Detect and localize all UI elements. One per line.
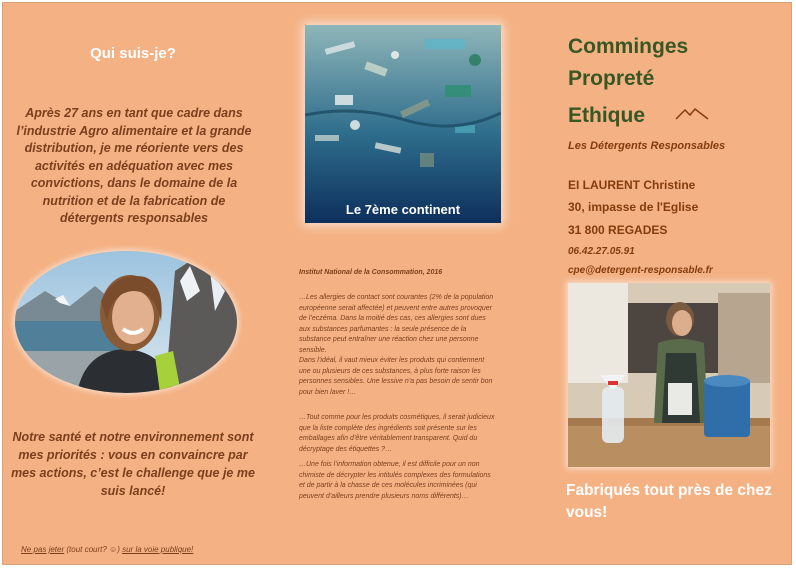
mountain-icon	[675, 107, 709, 121]
ocean-plastic-photo	[305, 25, 501, 223]
article-paragraph-1: …Les allergies de contact sont courantes (2% de la population européenne serait affectée) et peuvent entre autres provoquer de l’eczéma. Dans la moitié des cas, ces allergies sont dues aux substances parfumantes : la seule présence de la substance peut entraîner une réaction chez une personne sensible.	[299, 294, 494, 354]
footer-part1: Ne pas jeter	[21, 545, 65, 554]
brand-line-1: Comminges	[568, 35, 689, 58]
article-paragraph-4: …Une fois l’information obtenue, il est difficile pour un non chimiste de décrypter les intitulés complexes des formulations et de partir à la chasse de ces molécules incriminées (qui peuvent d’ailleurs prendre plusieurs noms différents)…	[299, 461, 491, 500]
about-title: Qui suis-je?	[90, 45, 176, 62]
workshop-photo	[568, 283, 770, 467]
about-bio: Après 27 ans en tant que cadre dans l’industrie Agro alimentaire et la grande distribution, je me réoriente vers des activités en adéquation avec mes convictions, dans le domaine de la nutrition et de la fabrication de détergents responsables	[16, 106, 252, 225]
brand-line-3: Ethique	[568, 104, 645, 127]
article-paragraph-2: Dans l’idéal, il vaut mieux éviter les produits qui contiennent une ou plusieurs de ces substances, à plus forte raison les personnes sensibles. Une lessive n’a pas besoin de sentir bon pour bien laver !…	[299, 357, 493, 396]
portrait-photo	[15, 251, 237, 393]
brochure-page	[2, 2, 792, 565]
footer-part3: sur la voie publique!	[122, 545, 194, 554]
contact-street: 30, impasse de l'Eglise	[568, 200, 699, 214]
source-citation: Institut National de la Consommation, 2016	[299, 269, 443, 276]
brand-tagline: Les Détergents Responsables	[568, 140, 726, 152]
brand-line-2: Propreté	[568, 67, 655, 90]
footer-note	[21, 545, 257, 554]
contact-phone: 06.42.27.05.91	[568, 246, 635, 257]
article-paragraph-3: …Tout comme pour les produits cosmétiques, il serait judicieux que la liste complète des ingrédients soit présente sur les emballages afin d’être véritablement transparent. Quid du décryptage des étiquettes ?…	[299, 414, 495, 453]
contact-name: EI LAURENT Christine	[568, 178, 696, 192]
footer-part2: (tout court? ☺)	[64, 545, 123, 554]
slogan: Fabriqués tout près de chez vous!	[566, 482, 772, 521]
ocean-caption: Le 7ème continent	[345, 202, 461, 217]
about-statement: Notre santé et notre environnement sont mes priorités : vous en convaincre par mes actions, c’est le challenge que je me suis lancé!	[11, 430, 255, 498]
contact-city: 31 800 REGADES	[568, 223, 668, 237]
contact-email[interactable]: cpe@detergent-responsable.fr	[568, 265, 713, 276]
